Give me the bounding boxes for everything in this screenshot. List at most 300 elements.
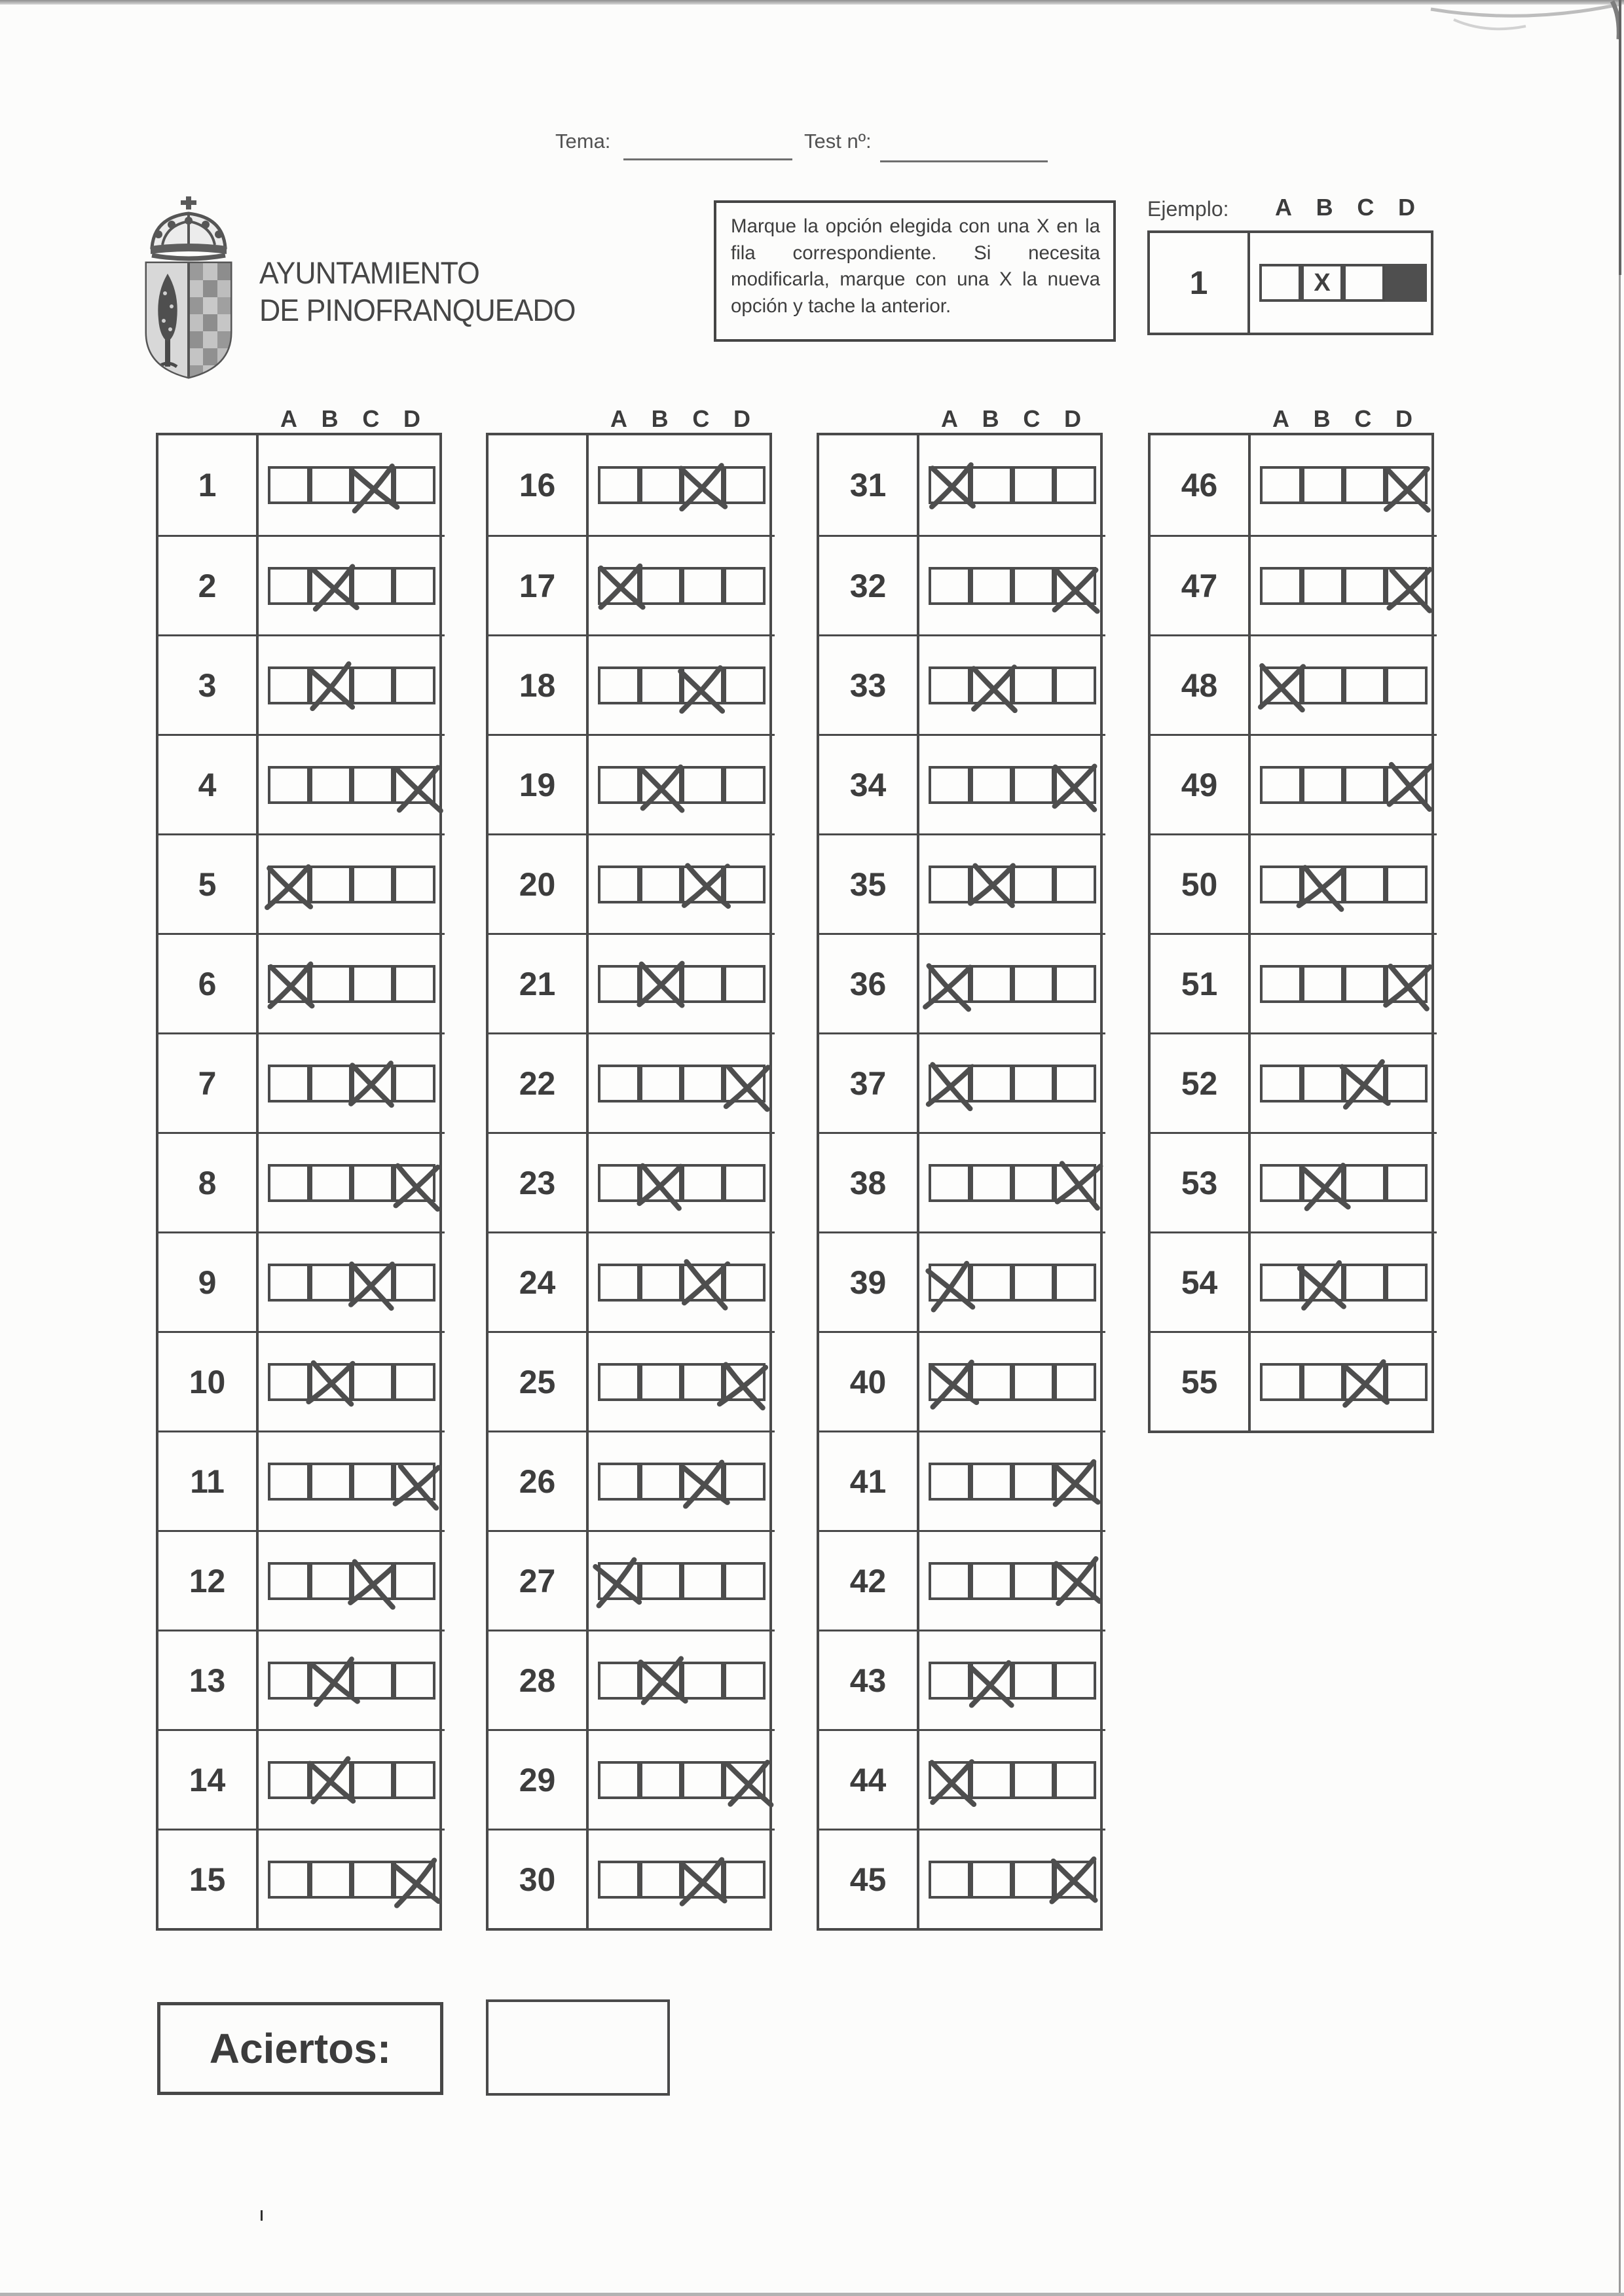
checkbox-d-q39[interactable] [1054,1264,1096,1302]
checkbox-d-q41[interactable] [1054,1463,1096,1501]
checkbox-d-q8[interactable] [394,1164,435,1202]
organization-name-line2: DE PINOFRANQUEADO [259,293,576,328]
answer-row-q44 [919,1729,1105,1829]
checkbox-c-q19[interactable] [682,766,724,804]
question-number: 44 [819,1729,919,1829]
checkbox-c-q20[interactable] [682,866,724,903]
x-mark-icon [719,1060,777,1112]
checkbox-a-q36[interactable] [929,965,970,1003]
scan-edge-right-dark [1619,0,1621,275]
checkbox-a-q6[interactable] [268,965,310,1003]
checkbox-a-q35[interactable] [929,866,970,903]
checkbox-a-q32[interactable] [929,567,970,605]
answer-row-q28 [589,1630,775,1729]
question-number: 39 [819,1231,919,1331]
checkbox-a-q39[interactable] [929,1264,970,1302]
checkbox-c-q11[interactable] [352,1463,394,1501]
checkbox-d-q17[interactable] [724,567,766,605]
checkbox-a-q9[interactable] [268,1264,310,1302]
example-label: Ejemplo: [1147,197,1229,221]
checkbox-d-q28[interactable] [724,1662,766,1700]
checkbox-d-q6[interactable] [394,965,435,1003]
checkbox-b-q22[interactable] [640,1065,682,1102]
checkbox-a-q20[interactable] [598,866,640,903]
checkbox-a-q31[interactable] [929,466,970,504]
checkbox-c-q49[interactable] [1344,766,1386,804]
checkbox-b-q31[interactable] [970,466,1012,504]
checkbox-b-q25[interactable] [640,1363,682,1401]
checkbox-b-q11[interactable] [310,1463,352,1501]
checkbox-b-q15[interactable] [310,1861,352,1899]
x-mark-icon [388,1159,445,1211]
checkbox-b-q32[interactable] [970,567,1012,605]
question-number: 2 [158,535,259,634]
question-number: 23 [489,1132,589,1231]
checkbox-b-q34[interactable] [970,766,1012,804]
example-header-row [1147,194,1434,221]
checkbox-d-q46[interactable] [1386,466,1428,504]
checkbox-c-q24[interactable] [682,1264,724,1302]
checkbox-d-q44[interactable] [1054,1761,1096,1799]
question-number: 50 [1151,833,1251,933]
checkbox-a-q26[interactable] [598,1463,640,1501]
answer-row-q34 [919,734,1105,833]
checkbox-d-q31[interactable] [1054,466,1096,504]
checkbox-a-q42[interactable] [929,1562,970,1600]
question-number: 51 [1151,933,1251,1032]
checkbox-b-q2[interactable] [310,567,352,605]
checkbox-b-q41[interactable] [970,1463,1012,1501]
checkbox-a-q52[interactable] [1260,1065,1302,1102]
answer-row-q8 [259,1132,445,1231]
checkbox-a-q30[interactable] [598,1861,640,1899]
answer-row-q16 [589,435,775,535]
checkbox-a-q51[interactable] [1260,965,1302,1003]
checkbox-a-q38[interactable] [929,1164,970,1202]
checkbox-c-q50[interactable] [1344,866,1386,903]
checkbox-d-q54[interactable] [1386,1264,1428,1302]
checkbox-b-q24[interactable] [640,1264,682,1302]
checkbox-a-q18[interactable] [598,666,640,704]
question-number: 49 [1151,734,1251,833]
checkbox-d-q45[interactable] [1054,1861,1096,1899]
choice-header-d: D [1063,405,1081,432]
checkbox-d-q32[interactable] [1054,567,1096,605]
example-choice-headers [1256,194,1434,221]
choice-header-b: B [651,405,669,432]
checkbox-d-q29[interactable] [724,1761,766,1799]
checkbox-c-q13[interactable] [352,1662,394,1700]
answer-row-q27 [589,1530,775,1630]
choice-column-headers [1253,403,1431,433]
x-mark-icon [390,762,447,814]
test-number-label: Test nº: [804,130,872,153]
checkbox-c-q53[interactable] [1344,1164,1386,1202]
checkbox-d-q33[interactable] [1054,666,1096,704]
checkbox-b-q21[interactable] [640,965,682,1003]
checkbox-d-q40[interactable] [1054,1363,1096,1401]
answer-row-q19 [589,734,775,833]
checkbox-b-q46[interactable] [1302,466,1344,504]
checkbox-d-q14[interactable] [394,1761,435,1799]
answer-row-q21 [589,933,775,1032]
question-number: 37 [819,1032,919,1132]
choice-header-c: C [1354,405,1372,432]
question-number: 31 [819,435,919,535]
answer-row-q31 [919,435,1105,535]
choice-header-b: B [1313,405,1331,432]
x-mark-icon [342,1257,400,1309]
question-number: 20 [489,833,589,933]
checkbox-a-q41[interactable] [929,1463,970,1501]
example-table [1147,230,1433,335]
checkbox-b-q29[interactable] [640,1761,682,1799]
answer-row-q55 [1251,1331,1437,1430]
answer-row-q41 [919,1430,1105,1530]
checkbox-b-q35[interactable] [970,866,1012,903]
checkbox-c-q27[interactable] [682,1562,724,1600]
checkbox-a-q48[interactable] [1260,666,1302,704]
checkbox-a-q47[interactable] [1260,567,1302,605]
checkbox-a-q17[interactable] [598,567,640,605]
checkbox-b-q8[interactable] [310,1164,352,1202]
checkbox-b-q20[interactable] [640,866,682,903]
checkbox-b-q38[interactable] [970,1164,1012,1202]
checkbox-d-q37[interactable] [1054,1065,1096,1102]
checkbox-d-q36[interactable] [1054,965,1096,1003]
question-number: 35 [819,833,919,933]
x-mark-icon [1046,1455,1104,1509]
checkbox-b-q36[interactable] [970,965,1012,1003]
x-mark-icon [588,1554,647,1609]
checkbox-b-q44[interactable] [970,1761,1012,1799]
x-mark-icon [963,1657,1020,1709]
checkbox-c-q17[interactable] [682,567,724,605]
example-answer-cell [1250,233,1436,333]
checkbox-c-q15[interactable] [352,1861,394,1899]
checkbox-c-q9[interactable] [352,1264,394,1302]
scan-edge-bottom [0,2293,1624,2296]
checkbox-c-q18[interactable] [682,666,724,704]
checkbox-d-q25[interactable] [724,1363,766,1401]
checkbox-a-q12[interactable] [268,1562,310,1600]
checkbox-d-q2[interactable] [394,567,435,605]
checkbox-b-q6[interactable] [310,965,352,1003]
checkbox-c-q30[interactable] [682,1861,724,1899]
question-number: 55 [1151,1331,1251,1430]
checkbox-a-q46[interactable] [1260,466,1302,504]
answer-row-q38 [919,1132,1105,1231]
checkbox-d-q9[interactable] [394,1264,435,1302]
checkbox-a-q15[interactable] [268,1861,310,1899]
checkbox-b-q19[interactable] [640,766,682,804]
checkbox-b-q37[interactable] [970,1065,1012,1102]
answer-row-q24 [589,1231,775,1331]
checkbox-a-q11[interactable] [268,1463,310,1501]
checkbox-c-q33[interactable] [1012,666,1054,704]
answer-row-q23 [589,1132,775,1231]
checkbox-d-q7[interactable] [394,1065,435,1102]
checkbox-c-q51[interactable] [1344,965,1386,1003]
answer-row-q45 [919,1829,1105,1928]
checkbox-d-q21[interactable] [724,965,766,1003]
checkbox-b-q23[interactable] [640,1164,682,1202]
checkbox-c-q12[interactable] [352,1562,394,1600]
question-number: 46 [1151,435,1251,535]
answer-table-1 [156,433,442,1931]
checkbox-d-q43[interactable] [1054,1662,1096,1700]
answer-row-q50 [1251,833,1437,933]
checkbox-d-q1[interactable] [394,466,435,504]
question-number: 3 [158,634,259,734]
checkbox-a-q4[interactable] [268,766,310,804]
choice-header-d: D [1395,405,1412,432]
checkbox-d-q23[interactable] [724,1164,766,1202]
checkbox-b-q43[interactable] [970,1662,1012,1700]
choice-header-a: A [941,405,958,432]
checkbox-b-q3[interactable] [310,666,352,704]
x-mark-icon [1049,1156,1109,1211]
question-number: 15 [158,1829,259,1928]
test-number-field-line[interactable] [880,136,1048,162]
answer-row-q11 [259,1430,445,1530]
tema-label: Tema: [555,130,611,153]
checkbox-b-q51[interactable] [1302,965,1344,1003]
checkbox-c-q8[interactable] [352,1164,394,1202]
checkbox-b-q28[interactable] [640,1662,682,1700]
checkbox-c-q43[interactable] [1012,1662,1054,1700]
checkbox-b-q47[interactable] [1302,567,1344,605]
checkbox-d-q52[interactable] [1386,1065,1428,1102]
table-group-3 [817,403,1103,1931]
checkbox-a-q34[interactable] [929,766,970,804]
checkbox-a-q37[interactable] [929,1065,970,1102]
checkbox-c-q46[interactable] [1344,466,1386,504]
checkbox-d-q15[interactable] [394,1861,435,1899]
checkbox-c-q10[interactable] [352,1363,394,1401]
x-mark-icon [673,460,731,513]
question-number: 28 [489,1630,589,1729]
checkbox-c-q7[interactable] [352,1065,394,1102]
aciertos-label: Aciertos: [209,2025,392,2072]
checkbox-a-q33[interactable] [929,666,970,704]
answer-row-q15 [259,1829,445,1928]
checkbox-a-q29[interactable] [598,1761,640,1799]
checkbox-c-q38[interactable] [1012,1164,1054,1202]
checkbox-b-q39[interactable] [970,1264,1012,1302]
answer-row-q37 [919,1032,1105,1132]
checkbox-a-q2[interactable] [268,567,310,605]
example-choice-header-a: A [1275,194,1292,221]
checkbox-b-q5[interactable] [310,866,352,903]
checkbox-b-q50[interactable] [1302,866,1344,903]
answer-row-q54 [1251,1231,1437,1331]
checkbox-c-q4[interactable] [352,766,394,804]
checkbox-d-q27[interactable] [724,1562,766,1600]
checkbox-c-q5[interactable] [352,866,394,903]
checkbox-c-q22[interactable] [682,1065,724,1102]
checkbox-a-q27[interactable] [598,1562,640,1600]
checkbox-b-q33[interactable] [970,666,1012,704]
x-mark-icon [673,663,729,714]
checkbox-c-q3[interactable] [352,666,394,704]
checkbox-d-q10[interactable] [394,1363,435,1401]
checkbox-c-q28[interactable] [682,1662,724,1700]
checkbox-c-q21[interactable] [682,965,724,1003]
checkbox-c-q29[interactable] [682,1761,724,1799]
answer-row-q33 [919,634,1105,734]
checkbox-d-q51[interactable] [1386,965,1428,1003]
checkbox-c-q39[interactable] [1012,1264,1054,1302]
x-mark-icon [388,1855,447,1909]
choice-header-c: C [692,405,710,432]
checkbox-d-q38[interactable] [1054,1164,1096,1202]
checkbox-b-q53[interactable] [1302,1164,1344,1202]
checkbox-c-q2[interactable] [352,567,394,605]
checkbox-a-q16[interactable] [598,466,640,504]
checkbox-d-q3[interactable] [394,666,435,704]
checkbox-d-q26[interactable] [724,1463,766,1501]
checkbox-b-q10[interactable] [310,1363,352,1401]
question-number: 12 [158,1530,259,1630]
table-group-4 [1148,403,1434,1433]
checkbox-c-q44[interactable] [1012,1761,1054,1799]
example-checkbox-b [1301,264,1343,302]
tema-field-line[interactable] [623,134,792,160]
checkbox-d-q47[interactable] [1386,567,1428,605]
checkbox-d-q30[interactable] [724,1861,766,1899]
checkbox-d-q19[interactable] [724,766,766,804]
checkbox-b-q40[interactable] [970,1363,1012,1401]
checkbox-d-q42[interactable] [1054,1562,1096,1600]
checkbox-a-q8[interactable] [268,1164,310,1202]
checkbox-d-q34[interactable] [1054,766,1096,804]
checkbox-c-q37[interactable] [1012,1065,1054,1102]
checkbox-d-q11[interactable] [394,1463,435,1501]
question-number: 52 [1151,1032,1251,1132]
checkbox-d-q16[interactable] [724,466,766,504]
checkbox-c-q47[interactable] [1344,567,1386,605]
question-number: 17 [489,535,589,634]
checkbox-c-q14[interactable] [352,1761,394,1799]
x-mark-icon [1046,759,1103,811]
checkbox-d-q50[interactable] [1386,866,1428,903]
checkbox-c-q31[interactable] [1012,466,1054,504]
checkbox-b-q49[interactable] [1302,766,1344,804]
checkbox-d-q53[interactable] [1386,1164,1428,1202]
checkbox-d-q55[interactable] [1386,1363,1428,1401]
checkbox-c-q55[interactable] [1344,1363,1386,1401]
checkbox-d-q18[interactable] [724,666,766,704]
checkbox-a-q5[interactable] [268,866,310,903]
x-mark-icon [1381,757,1439,811]
checkbox-b-q14[interactable] [310,1761,352,1799]
checkbox-a-q44[interactable] [929,1761,970,1799]
question-number: 14 [158,1729,259,1829]
checkbox-c-q48[interactable] [1344,666,1386,704]
score-input-box[interactable] [486,1999,670,2096]
checkbox-d-q4[interactable] [394,766,435,804]
checkbox-b-q27[interactable] [640,1562,682,1600]
checkbox-c-q54[interactable] [1344,1264,1386,1302]
checkbox-a-q19[interactable] [598,766,640,804]
x-mark-icon [720,1756,777,1808]
checkbox-a-q55[interactable] [1260,1363,1302,1401]
choice-header-d: D [733,405,750,432]
checkbox-c-q6[interactable] [352,965,394,1003]
checkbox-d-q22[interactable] [724,1065,766,1102]
checkbox-d-q13[interactable] [394,1662,435,1700]
checkbox-b-q13[interactable] [310,1662,352,1700]
checkbox-a-q1[interactable] [268,466,310,504]
answer-row-q52 [1251,1032,1437,1132]
example-group [1147,194,1434,335]
checkbox-a-q24[interactable] [598,1264,640,1302]
checkbox-c-q36[interactable] [1012,965,1054,1003]
checkbox-c-q52[interactable] [1344,1065,1386,1102]
question-number: 8 [158,1132,259,1231]
checkbox-b-q42[interactable] [970,1562,1012,1600]
checkbox-d-q12[interactable] [394,1562,435,1600]
question-number: 21 [489,933,589,1032]
checkbox-c-q40[interactable] [1012,1363,1054,1401]
choice-column-headers [261,403,439,433]
answer-row-q9 [259,1231,445,1331]
scan-speck [261,2210,263,2221]
checkbox-d-q5[interactable] [394,866,435,903]
question-number: 34 [819,734,919,833]
checkbox-b-q54[interactable] [1302,1264,1344,1302]
example-choice-header-b: B [1316,194,1333,221]
answer-row-q48 [1251,634,1437,734]
answer-row-q4 [259,734,445,833]
checkbox-c-q26[interactable] [682,1463,724,1501]
checkbox-c-q16[interactable] [682,466,724,504]
x-mark-icon [1293,1258,1351,1311]
checkbox-b-q45[interactable] [970,1861,1012,1899]
answer-row-q39 [919,1231,1105,1331]
checkbox-b-q48[interactable] [1302,666,1344,704]
checkbox-c-q1[interactable] [352,466,394,504]
checkbox-d-q48[interactable] [1386,666,1428,704]
checkbox-c-q42[interactable] [1012,1562,1054,1600]
aciertos-label-box [157,2002,443,2095]
answer-row-q51 [1251,933,1437,1032]
checkbox-a-q45[interactable] [929,1861,970,1899]
checkbox-c-q35[interactable] [1012,866,1054,903]
checkbox-d-q49[interactable] [1386,766,1428,804]
question-number: 53 [1151,1132,1251,1231]
answer-table-4 [1148,433,1434,1433]
checkbox-a-q13[interactable] [268,1662,310,1700]
x-mark-icon [714,1357,773,1412]
checkbox-a-q40[interactable] [929,1363,970,1401]
question-number: 30 [489,1829,589,1928]
checkbox-b-q17[interactable] [640,567,682,605]
checkbox-a-q49[interactable] [1260,766,1302,804]
example-checkbox-c [1343,264,1385,302]
checkbox-d-q35[interactable] [1054,866,1096,903]
checkbox-b-q4[interactable] [310,766,352,804]
checkbox-a-q7[interactable] [268,1065,310,1102]
checkbox-d-q20[interactable] [724,866,766,903]
checkbox-a-q22[interactable] [598,1065,640,1102]
checkbox-c-q23[interactable] [682,1164,724,1202]
answer-row-q20 [589,833,775,933]
checkbox-d-q24[interactable] [724,1264,766,1302]
question-number: 25 [489,1331,589,1430]
checkbox-a-q25[interactable] [598,1363,640,1401]
